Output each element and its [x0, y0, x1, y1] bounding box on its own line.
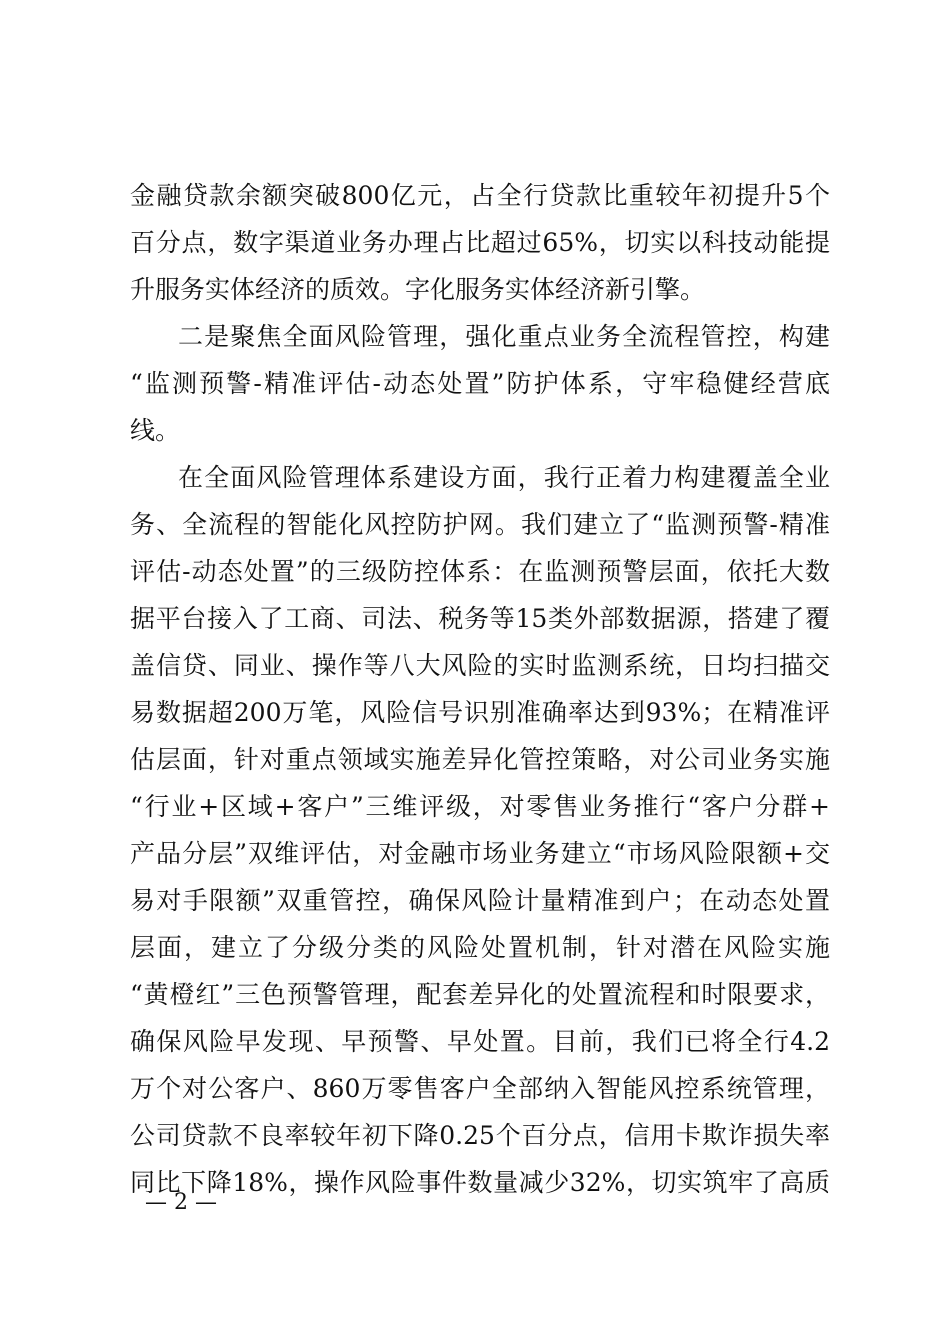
paragraph-2-line-1: 二是聚焦全面风险管理，强化重点业务全流程管控，构建 — [178, 322, 830, 351]
paragraph-2-line-3: 线。 — [130, 416, 181, 445]
paragraph-3-line-8: “行业+区域+客户”三维评级，对零售业务推行“客户分群+ — [130, 792, 830, 821]
paragraph-3-line-6: 易数据超200万笔，风险信号识别准确率达到93%；在精准评 — [130, 698, 830, 727]
paragraph-3-line-10: 易对手限额”双重管控，确保风险计量精准到户；在动态处置 — [130, 886, 830, 915]
paragraph-3-line-3: 评估-动态处置”的三级防控体系：在监测预警层面，依托大数 — [130, 557, 830, 586]
paragraph-3-line-14: 万个对公客户、860万零售客户全部纳入智能风控系统管理， — [130, 1074, 830, 1103]
paragraph-3-line-15: 公司贷款不良率较年初下降0.25个百分点，信用卡欺诈损失率 — [130, 1121, 830, 1150]
paragraph-3-line-1: 在全面风险管理体系建设方面，我行正着力构建覆盖全业 — [178, 463, 830, 492]
paragraph-1-line-1: 金融贷款余额突破800亿元，占全行贷款比重较年初提升5个 — [130, 181, 830, 210]
paragraph-3-line-5: 盖信贷、同业、操作等八大风险的实时监测系统，日均扫描交 — [130, 651, 830, 680]
paragraph-3-line-4: 据平台接入了工商、司法、税务等15类外部数据源，搭建了覆 — [130, 604, 830, 633]
page-number: — 2 — — [145, 1190, 217, 1215]
paragraph-2-line-2: “监测预警-精准评估-动态处置”防护体系，守牢稳健经营底 — [130, 369, 830, 398]
paragraph-1-line-3: 升服务实体经济的质效。字化服务实体经济新引擎。 — [130, 275, 706, 304]
document-body — [130, 172, 830, 1206]
paragraph-3-line-11: 层面，建立了分级分类的风险处置机制，针对潜在风险实施 — [130, 933, 830, 962]
paragraph-3-line-13: 确保风险早发现、早预警、早处置。目前，我们已将全行4.2 — [130, 1027, 830, 1056]
paragraph-3-line-9: 产品分层”双维评估，对金融市场业务建立“市场风险限额+交 — [130, 839, 830, 868]
paragraph-3-line-12: “黄橙红”三色预警管理，配套差异化的处置流程和时限要求， — [130, 980, 830, 1009]
paragraph-1-line-2: 百分点，数字渠道业务办理占比超过65%，切实以科技动能提 — [130, 228, 830, 257]
paragraph-3-line-7: 估层面，针对重点领域实施差异化管控策略，对公司业务实施 — [130, 745, 830, 774]
paragraph-3-line-2: 务、全流程的智能化风控防护网。我们建立了“监测预警-精准 — [130, 510, 830, 539]
paragraph-3-line-16: 同比下降18%，操作风险事件数量减少32%，切实筑牢了高质 — [130, 1168, 830, 1197]
